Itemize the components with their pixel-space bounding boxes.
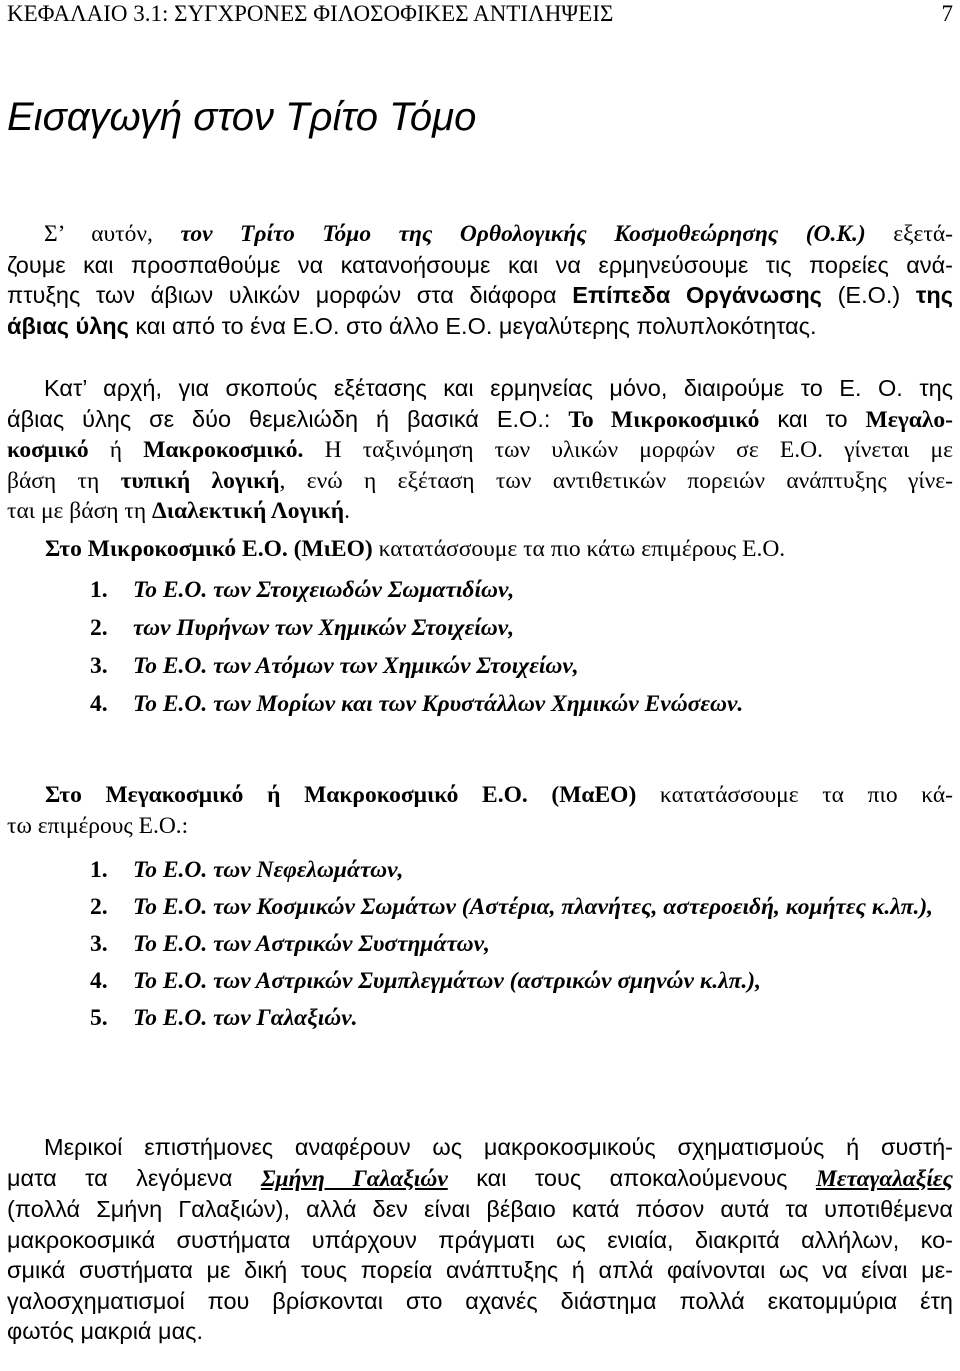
list-item-number: 1. <box>90 577 108 603</box>
list-item-number: 4. <box>90 968 108 994</box>
emphasis-text: της <box>915 282 953 308</box>
emphasis-text: Διαλεκτική Λογική <box>152 498 345 524</box>
list-item <box>90 929 956 959</box>
paragraph-line: (πολλά Σμήνη Γαλαξιών), αλλά δεν είναι βέβαιο κατά πόσον αυτά τα υποτιθέμενα <box>7 1196 953 1222</box>
list-item-text: Το Ε.Ο. των Αστρικών Συμπλεγμάτων (αστρικών σμηνών κ.λπ.), <box>133 968 762 994</box>
page-number: 7 <box>941 1 953 26</box>
heading-bold-text: Στο Μεγακοσμικό ή Μακροκοσμικό Ε.Ο. (ΜαΕΟ) <box>45 782 637 808</box>
list-item <box>90 689 743 727</box>
text-run: Σ’ αυτόν, <box>44 221 181 247</box>
emphasis-text: τον Τρίτο Τόμο της Ορθολογικής Κοσμοθεώρησης (Ο.Κ.) <box>180 221 866 247</box>
paragraph-line: Μερικοί επιστήμονες αναφέρουν ως μακροκοσμικούς σχηματισμούς ή συστή- <box>44 1134 953 1160</box>
list-item-text: Το Ε.Ο. των Αστρικών Συστημάτων, <box>133 931 490 957</box>
text-run: και το <box>759 405 866 432</box>
paragraph-line: φωτός μακριά μας. <box>7 1318 204 1344</box>
list-item <box>90 575 743 613</box>
text-run: ται με βάση τη <box>7 498 153 524</box>
emphasis-text: άβιας ύλης <box>7 312 129 339</box>
paragraph-line <box>7 466 953 497</box>
paragraph-line: Κατ’ αρχή, για σκοπούς εξέτασης και ερμηνείας μόνο, διαιρούμε το Ε. Ο. της <box>44 375 953 401</box>
paragraph-line <box>7 435 953 466</box>
list-item-text: των Πυρήνων των Χημικών Στοιχείων, <box>133 615 515 641</box>
list-item-number: 2. <box>90 615 108 641</box>
paragraph-line <box>7 496 953 527</box>
list-item-text: Το Ε.Ο. των Στοιχειωδών Σωματιδίων, <box>133 577 515 603</box>
microcosmic-heading <box>45 534 785 565</box>
text-run: , ενώ η εξέταση των αντιθετικών πορειών ανάπτυξης γίνε- <box>279 467 953 494</box>
paragraph-line <box>7 404 953 436</box>
running-title: ΚΕΦΑΛΑΙΟ 3.1: ΣΥΓΧΡΟΝΕΣ ΦΙΛΟΣΟΦΙΚΕΣ ΑΝΤΙΛΗΨΕΙΣ <box>7 1 614 26</box>
text-run: . <box>344 498 351 524</box>
list-item <box>90 892 956 922</box>
emphasis-text: Επίπεδα Οργάνωσης <box>572 282 822 308</box>
text-run: και από το ένα Ε.Ο. στο άλλο Ε.Ο. μεγαλύτερης πολυπλοκότητας. <box>128 312 817 339</box>
text-run: άβιας ύλης σε δύο θεμελιώδη ή βασικά Ε.Ο.: <box>7 405 569 432</box>
section-title: Εισαγωγή στον Τρίτο Τόμο <box>7 95 477 139</box>
paragraph-line: ζουμε και προσπαθούμε να κατανοήσουμε και να ερμηνεύσουμε τις πορείες ανά- <box>7 251 953 278</box>
page-header <box>7 0 957 30</box>
text-run: (Ε.Ο.) <box>821 282 916 308</box>
list-item-text: Το Ε.Ο. των Γαλαξιών. <box>133 1005 358 1031</box>
text-run: και τους αποκαλούμενους <box>447 1164 816 1191</box>
paragraph-introduction <box>7 219 953 341</box>
list-item-text: Το Ε.Ο. των Νεφελωμάτων, <box>133 857 404 883</box>
paragraph-line: σμικά συστήματα με δική τους πορεία ανάπτυξης ή απλά φαίνονται ως να είναι με- <box>7 1257 953 1283</box>
text-run: εξετά- <box>865 221 954 247</box>
microcosmic-levels-list <box>90 575 743 727</box>
emphasis-text: Μακροκοσμικό. <box>143 437 304 463</box>
list-item <box>90 613 743 651</box>
emphasis-text: Σμήνη Γαλαξιών <box>260 1165 448 1192</box>
list-item <box>90 855 956 885</box>
emphasis-text: Μεγαλο- <box>865 406 953 433</box>
list-item-number: 3. <box>90 653 108 679</box>
heading-line <box>45 780 953 811</box>
paragraph-line <box>7 219 953 250</box>
heading-text: κατατάσσουμε τα πιο κάτω επιμέρους Ε.Ο. <box>372 536 786 562</box>
list-item <box>90 966 956 996</box>
paragraph-division <box>7 373 953 527</box>
heading-line: τω επιμέρους Ε.Ο.: <box>7 812 189 839</box>
emphasis-text: κοσμικό <box>7 437 89 463</box>
paragraph-line <box>7 280 953 311</box>
paragraph-galaxy-clusters <box>7 1132 953 1347</box>
list-item <box>90 651 743 689</box>
list-item-number: 3. <box>90 931 108 957</box>
text-run: πτυξης των άβιων υλικών μορφών στα διάφορα <box>7 282 573 308</box>
emphasis-text: Το Μικροκοσμικό <box>568 406 760 433</box>
paragraph-line <box>7 1163 953 1195</box>
list-item-number: 4. <box>90 691 108 717</box>
macrocosmic-heading <box>7 780 953 841</box>
heading-bold-text: Στο Μικροκοσμικό Ε.Ο. (ΜιΕΟ) <box>45 536 373 562</box>
text-run: βάση τη <box>7 467 121 494</box>
macrocosmic-levels-list <box>90 855 956 1040</box>
list-item-number: 1. <box>90 857 108 883</box>
text-run: ή <box>88 437 144 463</box>
emphasis-text: Μεταγαλαξίες <box>815 1165 954 1192</box>
list-item-number: 2. <box>90 894 108 920</box>
list-item <box>90 1003 956 1033</box>
emphasis-text: τυπική λογική <box>120 467 280 494</box>
list-item-text: Το Ε.Ο. των Μορίων και των Κρυστάλλων Χημικών Ενώσεων. <box>133 691 744 717</box>
heading-text: κατατάσσουμε τα πιο κά- <box>636 782 953 808</box>
list-item-text: Το Ε.Ο. των Κοσμικών Σωμάτων (Αστέρια, πλανήτες, αστεροειδή, κομήτες κ.λπ.), <box>133 894 934 920</box>
list-item-number: 5. <box>90 1005 108 1031</box>
text-run: Η ταξινόμηση των υλικών μορφών σε Ε.Ο. γίνεται με <box>303 437 953 463</box>
list-item-text: Το Ε.Ο. των Ατόμων των Χημικών Στοιχείων, <box>133 653 579 679</box>
text-run: ματα τα λεγόμενα <box>7 1164 261 1191</box>
paragraph-line: γαλοσχηματισμοί που βρίσκονται στο αχανές διάστημα πολλά εκατομμύρια έτη <box>7 1287 953 1314</box>
paragraph-line: μακροκοσμικά συστήματα υπάρχουν πράγματι ως ενιαία, διακριτά αλλήλων, κο- <box>7 1226 953 1253</box>
paragraph-line <box>7 311 953 342</box>
